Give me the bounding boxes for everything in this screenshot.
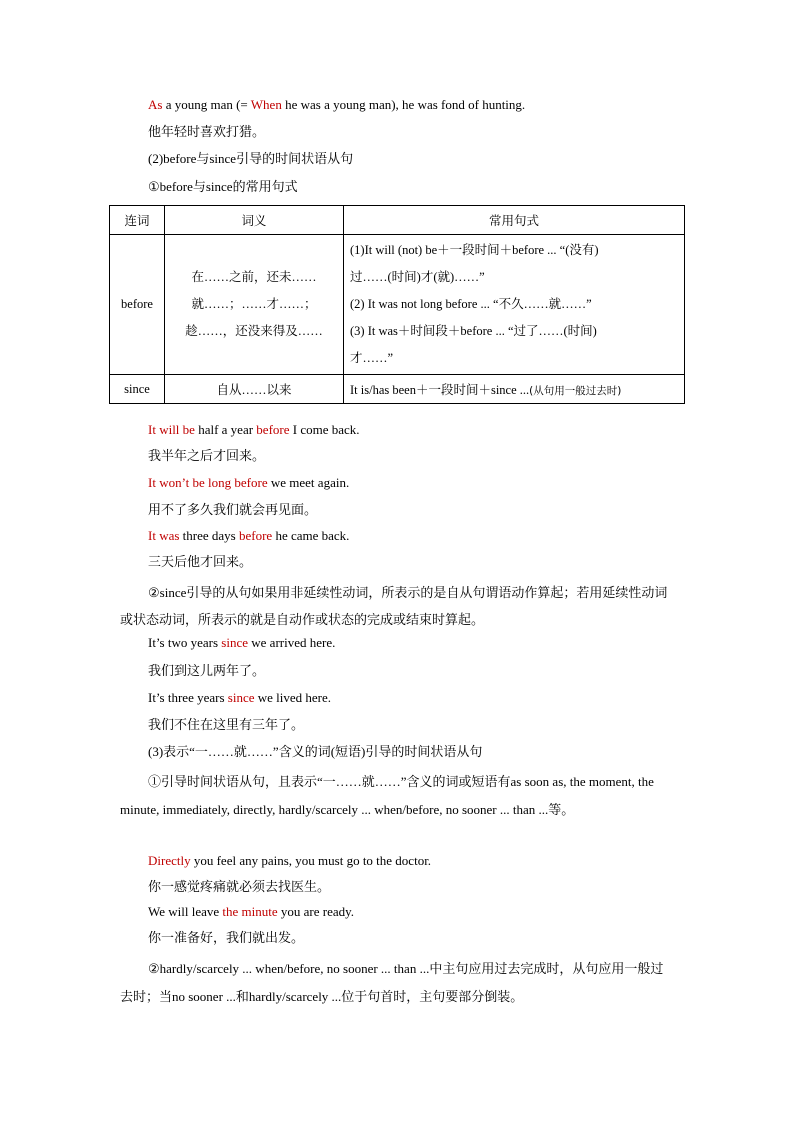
example-two-years-since: It’s two years since we arrived here.: [148, 635, 336, 650]
table-header-row: [110, 206, 685, 235]
example-it-was: It was three days before he came back.: [148, 528, 350, 543]
cell-before-meaning: 在……之前，还未…… 就……；……才……； 趁……，还没来得及……: [165, 235, 344, 375]
example-it-will-be-translation: 我半年之后才回来。: [148, 448, 266, 463]
table-row-since: [110, 375, 685, 404]
table-row-before: [110, 235, 685, 375]
example-it-was-translation: 三天后他才回来。: [148, 554, 253, 569]
example-it-will-be: It will be half a year before I come back.: [148, 422, 360, 437]
since-usage-note: ②since引导的从句如果用非延续性动词，所表示的是自从句谓语动作算起；若用延续性动词或状态动词，所表示的就是自动作或状态的完成或结束时算起。: [120, 585, 668, 627]
example-the-minute: We will leave the minute you are ready.: [148, 904, 355, 919]
example-as-when-translation: 他年轻时喜欢打猎。: [148, 124, 266, 139]
example-the-minute-translation: 你一准备好，我们就出发。: [148, 930, 305, 945]
cell-before-conjunction: before: [110, 235, 165, 375]
cell-since-pattern: It is/has been＋一段时间＋since ...(从句用一般过去时): [344, 375, 685, 404]
header-meaning: 词义: [165, 206, 344, 235]
section-heading-2: (2)before与since引导的时间状语从句: [148, 151, 354, 166]
example-three-years-since-translation: 我们不住在这里有三年了。: [148, 717, 305, 732]
subsection-heading-3-2: ②hardly/scarcely ... when/before, no sooner ... than ...中主句应用过去完成时，从句应用一般过去时；当no sooner ...和hardly/scarcely ...位于句首时，主句要部分倒装。: [120, 961, 664, 1004]
example-as-when: As a young man (= When he was a young man), he was fond of hunting.: [148, 97, 526, 112]
header-conjunction: 连词: [110, 206, 165, 235]
example-two-years-since-translation: 我们到这儿两年了。: [148, 663, 266, 678]
example-it-wont-be-long: It won’t be long before we meet again.: [148, 475, 350, 490]
example-directly: Directly you feel any pains, you must go to the doctor.: [148, 853, 432, 868]
header-pattern: 常用句式: [344, 206, 685, 235]
section-heading-3: (3)表示“一……就……”含义的词(短语)引导的时间状语从句: [148, 744, 483, 759]
example-three-years-since: It’s three years since we lived here.: [148, 690, 332, 705]
conjunction-table: [109, 205, 685, 404]
example-it-wont-be-long-translation: 用不了多久我们就会再见面。: [148, 502, 318, 517]
subsection-heading-2-1: ①before与since的常用句式: [148, 179, 298, 194]
cell-before-pattern: (1)It will (not) be＋一段时间＋before ... “(没有) 过……(时间)才(就)……” (2) It was not long before ... “不久……就……” (3) It was＋时间段＋before ... “过了……(时间) 才……”: [344, 235, 685, 375]
example-directly-translation: 你一感觉疼痛就必须去找医生。: [148, 879, 331, 894]
cell-since-conjunction: since: [110, 375, 165, 404]
subsection-heading-3-1: ①引导时间状语从句，且表示“一……就……”含义的词或短语有as soon as, the moment, the minute, immediately, directly, hardly/scarcely ... when/before, no sooner ... than ...等。: [120, 774, 654, 817]
cell-since-meaning: 自从……以来: [165, 375, 344, 404]
